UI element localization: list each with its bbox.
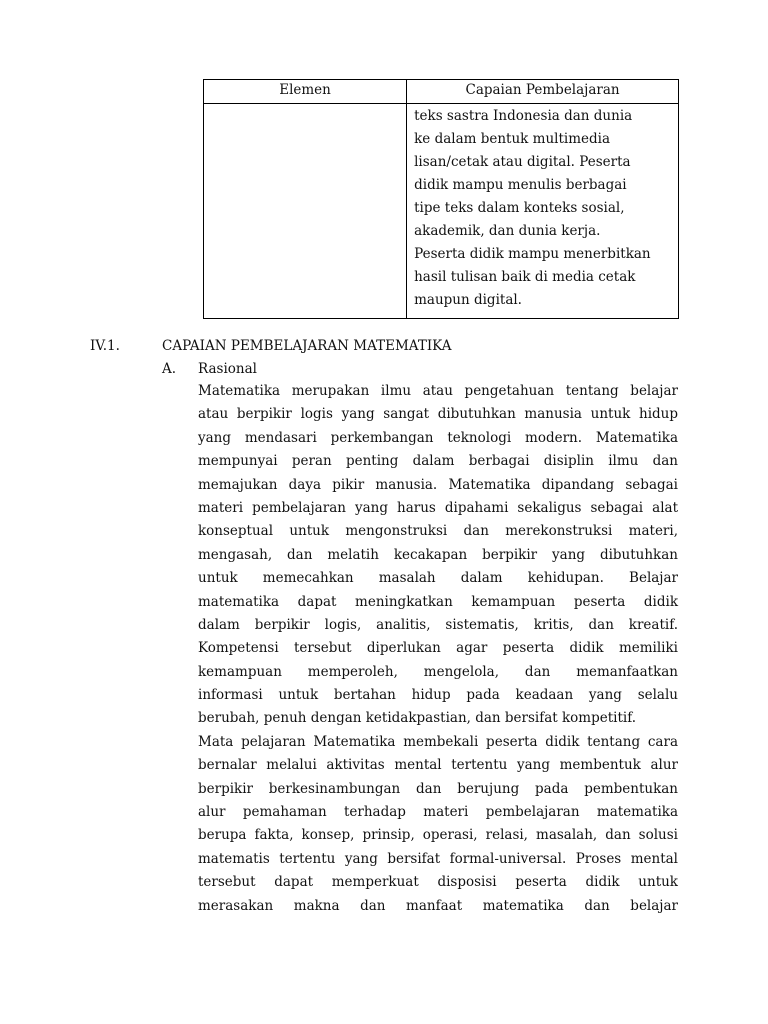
table-row (204, 104, 679, 319)
paragraph-line: materi pembelajaran yang harus dipahami sekaligus sebagai alat (198, 499, 678, 516)
paragraph-line: Mata pelajaran Matematika membekali peserta didik tentang cara (198, 733, 678, 750)
paragraph-line: berupa fakta, konsep, prinsip, operasi, relasi, masalah, dan solusi (198, 827, 678, 844)
paragraph-line: memajukan daya pikir manusia. Matematika dipandang sebagai (198, 476, 678, 493)
rasional-body (198, 380, 678, 918)
subsection-letter: A. (162, 361, 177, 377)
paragraph-line: berpikir berkesinambungan dan berujung pada pembentukan (198, 780, 678, 797)
capaian-text (407, 104, 678, 318)
paragraph-line: alur pemahaman terhadap materi pembelajaran matematika (198, 804, 678, 821)
capaian-line: tipe teks dalam konteks sosial, (414, 200, 625, 216)
capaian-line: ke dalam bentuk multimedia (414, 131, 610, 147)
subsection-title: Rasional (198, 361, 257, 377)
paragraph-line: atau berpikir logis yang sangat dibutuhkan manusia untuk hidup (198, 406, 678, 423)
paragraph-line: bernalar melalui aktivitas mental tertentu yang membentuk alur (198, 757, 678, 774)
paragraph-line: matematika dapat meningkatkan kemampuan peserta didik (198, 593, 678, 610)
table-header-row (204, 80, 679, 104)
paragraph-line: matematis tertentu yang bersifat formal-universal. Proses mental (198, 850, 678, 867)
capaian-line: lisan/cetak atau digital. Peserta (414, 154, 631, 170)
cell-elemen (204, 104, 407, 319)
paragraph-line: dalam berpikir logis, analitis, sistematis, kritis, dan kreatif. (198, 616, 678, 633)
paragraph-line: merasakan makna dan manfaat matematika dan belajar (198, 897, 678, 914)
paragraph-line: berubah, penuh dengan ketidakpastian, dan bersifat kompetitif. (198, 710, 637, 727)
paragraph-line: informasi untuk bertahan hidup pada keadaan yang selalu (198, 687, 678, 704)
capaian-line: teks sastra Indonesia dan dunia (414, 108, 633, 124)
capaian-line: Peserta didik mampu menerbitkan (414, 246, 651, 262)
capaian-line: hasil tulisan baik di media cetak (414, 269, 636, 285)
header-capaian-pembelajaran: Capaian Pembelajaran (407, 80, 679, 104)
paragraph (198, 380, 678, 731)
capaian-line: maupun digital. (414, 292, 522, 308)
paragraph-line: mengasah, dan melatih kecakapan berpikir yang dibutuhkan (198, 546, 678, 563)
paragraph-line: kemampuan memperoleh, mengelola, dan memanfaatkan (198, 663, 678, 680)
cell-capaian (407, 104, 679, 319)
paragraph-line: Kompetensi tersebut diperlukan agar peserta didik memiliki (198, 640, 678, 657)
learning-outcomes-table (203, 79, 679, 319)
paragraph-line: tersebut dapat memperkuat disposisi peserta didik untuk (198, 874, 678, 891)
section-title: CAPAIAN PEMBELAJARAN MATEMATIKA (162, 338, 452, 354)
paragraph-line: Matematika merupakan ilmu atau pengetahuan tentang belajar (198, 383, 678, 399)
paragraph-line: yang mendasari perkembangan teknologi modern. Matematika (198, 429, 678, 446)
paragraph-line: untuk memecahkan masalah dalam kehidupan. Belajar (198, 570, 678, 587)
paragraph (198, 731, 678, 918)
capaian-line: didik mampu menulis berbagai (414, 177, 627, 193)
paragraph-line: mempunyai peran penting dalam berbagai disiplin ilmu dan (198, 453, 678, 470)
paragraph-line: konseptual untuk mengonstruksi dan merekonstruksi materi, (198, 523, 678, 540)
capaian-line: akademik, dan dunia kerja. (414, 223, 601, 239)
header-elemen: Elemen (204, 80, 407, 104)
section-number: IV.1. (90, 338, 120, 354)
